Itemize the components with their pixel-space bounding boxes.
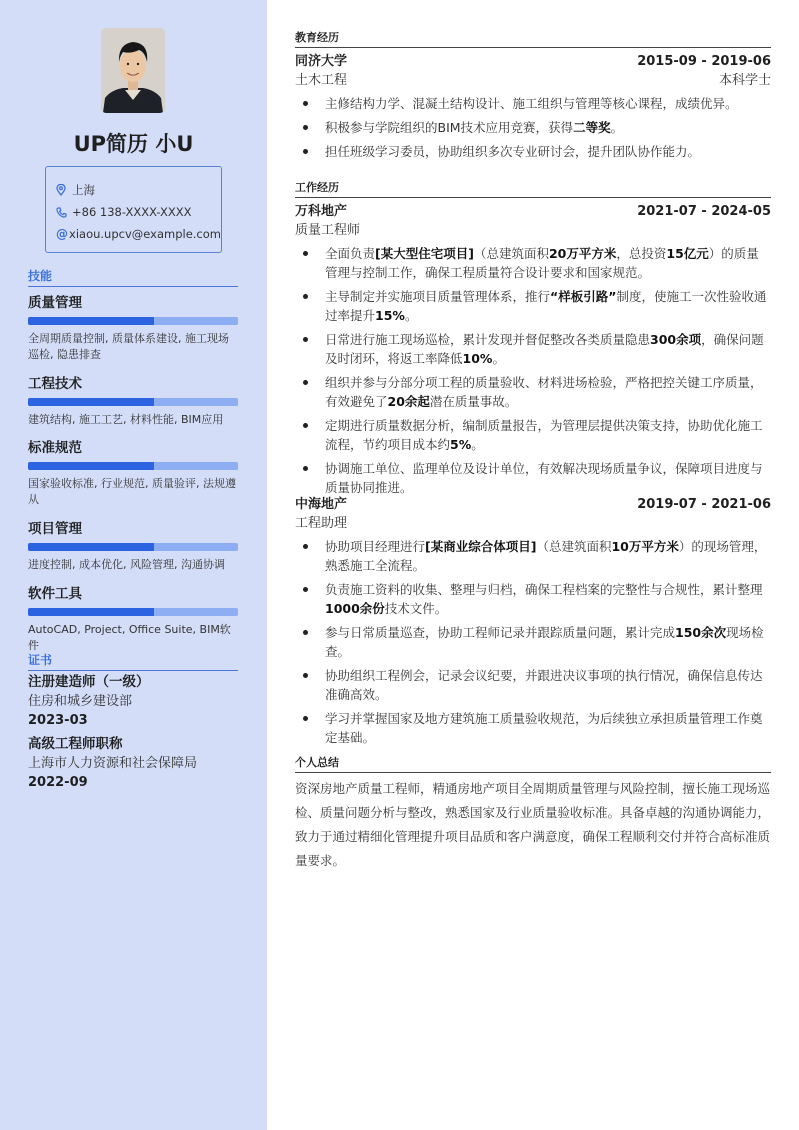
bullet-item: 日常进行施工现场巡检，累计发现并督促整改各类质量隐患300余项，确保问题及时闭环，将返工率降低10%。 bbox=[295, 330, 771, 368]
bullet-item: 全面负责[某大型住宅项目]（总建筑面积20万平方米，总投资15亿元）的质量管理与控制工作，确保工程质量符合设计要求和国家规范。 bbox=[295, 244, 771, 282]
bullet-item: 协助项目经理进行[某商业综合体项目]（总建筑面积10万平方米）的现场管理，熟悉施工全流程。 bbox=[295, 537, 771, 575]
highlight-text: 300余项 bbox=[650, 332, 702, 347]
skill-name: 标准规范 bbox=[28, 440, 82, 456]
bullet-item: 协助组织工程例会，记录会议纪要，并跟进决议事项的执行情况，确保信息传达准确高效。 bbox=[295, 666, 771, 704]
skill-desc: 全周期质量控制, 质量体系建设, 施工现场巡检, 隐患排查 bbox=[28, 332, 229, 361]
cert-name: 高级工程师职称 bbox=[28, 736, 123, 752]
highlight-text: 20余起 bbox=[387, 394, 430, 409]
person-photo-icon bbox=[101, 28, 165, 113]
highlight-text: “样板引路” bbox=[550, 289, 617, 304]
skill-item bbox=[28, 436, 238, 508]
cert-date: 2023-03 bbox=[28, 713, 88, 728]
highlight-text: 15亿元 bbox=[666, 246, 709, 261]
company-name: 中海地产 bbox=[295, 497, 348, 512]
bullet-item: 积极参与学院组织的BIM技术应用竞赛，获得二等奖。 bbox=[295, 118, 771, 137]
certificate-item bbox=[28, 735, 248, 792]
highlight-text: 5% bbox=[450, 437, 472, 452]
skill-level-fill bbox=[28, 608, 154, 616]
job-title: 质量工程师 bbox=[295, 223, 361, 238]
skill-name: 质量管理 bbox=[28, 295, 82, 311]
work-section-title: 工作经历 bbox=[295, 179, 771, 198]
major: 土木工程 bbox=[295, 73, 348, 88]
skill-level-bar bbox=[28, 317, 238, 325]
bullet-item: 参与日常质量巡查，协助工程师记录并跟踪质量问题，累计完成150余次现场检查。 bbox=[295, 623, 771, 661]
skill-item bbox=[28, 372, 238, 428]
skill-level-bar bbox=[28, 608, 238, 616]
certificate-item bbox=[28, 673, 248, 730]
highlight-text: 20万平方米 bbox=[548, 246, 617, 261]
profile-name: UP简历 小U bbox=[73, 132, 194, 156]
summary-text: 资深房地产质量工程师，精通房地产项目全周期质量管理与风险控制，擅长施工现场巡检、质量问题分析与整改，熟悉国家及行业质量验收标准。具备卓越的沟通协调能力，致力于通过精细化管理提升项目品质和客户满意度，确保工程顺利交付并符合高标准质量要求。 bbox=[295, 781, 771, 868]
bullet-item: 学习并掌握国家及地方建筑施工质量验收规范，为后续独立承担质量管理工作奠定基础。 bbox=[295, 709, 771, 747]
contact-email[interactable] bbox=[56, 223, 221, 245]
degree: 本科学士 bbox=[718, 73, 771, 88]
work-bullets bbox=[295, 537, 771, 747]
phone-icon bbox=[56, 205, 72, 219]
skill-item bbox=[28, 517, 238, 573]
skill-level-fill bbox=[28, 462, 154, 470]
skill-desc: 进度控制, 成本优化, 风险管理, 沟通协调 bbox=[28, 558, 225, 571]
bullet-item: 负责施工资料的收集、整理与归档，确保工程档案的完整性与合规性，累计整理1000余份技术文件。 bbox=[295, 580, 771, 618]
skill-item bbox=[28, 291, 238, 363]
education-date: 2015-09 - 2019-06 bbox=[637, 54, 771, 69]
contact-location bbox=[56, 179, 221, 201]
bullet-item: 主修结构力学、混凝土结构设计、施工组织与管理等核心课程，成绩优异。 bbox=[295, 94, 771, 113]
skill-level-bar bbox=[28, 398, 238, 406]
at-sign-icon: @ bbox=[56, 227, 68, 241]
skill-item bbox=[28, 582, 238, 654]
skill-level-bar bbox=[28, 543, 238, 551]
bullet-item: 定期进行质量数据分析，编制质量报告，为管理层提供决策支持，协助优化施工流程，节约项目成本约5%。 bbox=[295, 416, 771, 454]
skill-name: 软件工具 bbox=[28, 586, 82, 602]
work-entry bbox=[295, 202, 771, 502]
summary-section-title: 个人总结 bbox=[295, 754, 771, 773]
highlight-text: 1000余份 bbox=[325, 601, 385, 616]
school-name: 同济大学 bbox=[295, 54, 348, 69]
location-text: 上海 bbox=[72, 183, 95, 197]
skill-level-fill bbox=[28, 317, 154, 325]
highlight-text: [某商业综合体项目] bbox=[425, 539, 537, 554]
job-title: 工程助理 bbox=[295, 516, 348, 531]
highlight-text: 150余次 bbox=[675, 625, 727, 640]
bullet-item: 担任班级学习委员，协助组织多次专业研讨会，提升团队协作能力。 bbox=[295, 142, 771, 161]
bullet-item: 协调施工单位、监理单位及设计单位，有效解决现场质量争议，保障项目进度与质量协同推进。 bbox=[295, 459, 771, 497]
education-section-title: 教育经历 bbox=[295, 29, 771, 48]
certificates-section-title: 证书 bbox=[28, 651, 238, 671]
highlight-text: 二等奖 bbox=[573, 120, 611, 135]
company-name: 万科地产 bbox=[295, 204, 348, 219]
highlight-text: 15% bbox=[375, 308, 405, 323]
contact-box bbox=[45, 166, 222, 253]
skill-desc: AutoCAD, Project, Office Suite, BIM软件 bbox=[28, 623, 231, 652]
skills-section-title: 技能 bbox=[28, 267, 238, 287]
contact-phone bbox=[56, 201, 221, 223]
education-bullets bbox=[295, 94, 771, 161]
email-text[interactable]: xiaou.upcv@example.com bbox=[69, 227, 221, 241]
profile-photo bbox=[101, 28, 165, 113]
cert-issuer: 住房和城乡建设部 bbox=[28, 694, 133, 709]
skill-name: 项目管理 bbox=[28, 521, 82, 537]
location-pin-icon bbox=[56, 183, 72, 197]
cert-date: 2022-09 bbox=[28, 775, 88, 790]
skill-desc: 建筑结构, 施工工艺, 材料性能, BIM应用 bbox=[28, 413, 224, 426]
bullet-item: 组织并参与分部分项工程的质量验收、材料进场检验，严格把控关键工序质量，有效避免了20余起潜在质量事故。 bbox=[295, 373, 771, 411]
cert-name: 注册建造师（一级） bbox=[28, 674, 150, 690]
education-entry bbox=[295, 52, 771, 166]
phone-text: +86 138-XXXX-XXXX bbox=[72, 205, 192, 219]
skill-level-fill bbox=[28, 398, 154, 406]
skill-desc: 国家验收标准, 行业规范, 质量验评, 法规遵从 bbox=[28, 477, 236, 506]
work-bullets bbox=[295, 244, 771, 497]
cert-issuer: 上海市人力资源和社会保障局 bbox=[28, 756, 198, 771]
skill-level-fill bbox=[28, 543, 154, 551]
skill-name: 工程技术 bbox=[28, 376, 82, 392]
highlight-text: 10% bbox=[462, 351, 493, 366]
highlight-text: 10万平方米 bbox=[611, 539, 679, 554]
work-date: 2021-07 - 2024-05 bbox=[637, 204, 771, 219]
work-date: 2019-07 - 2021-06 bbox=[637, 497, 771, 512]
work-entry bbox=[295, 495, 771, 752]
highlight-text: [某大型住宅项目] bbox=[375, 246, 474, 261]
bullet-item: 主导制定并实施项目质量管理体系，推行“样板引路”制度，使施工一次性验收通过率提升15%。 bbox=[295, 287, 771, 325]
skill-level-bar bbox=[28, 462, 238, 470]
main-content bbox=[295, 0, 771, 1130]
sidebar bbox=[0, 0, 267, 1130]
